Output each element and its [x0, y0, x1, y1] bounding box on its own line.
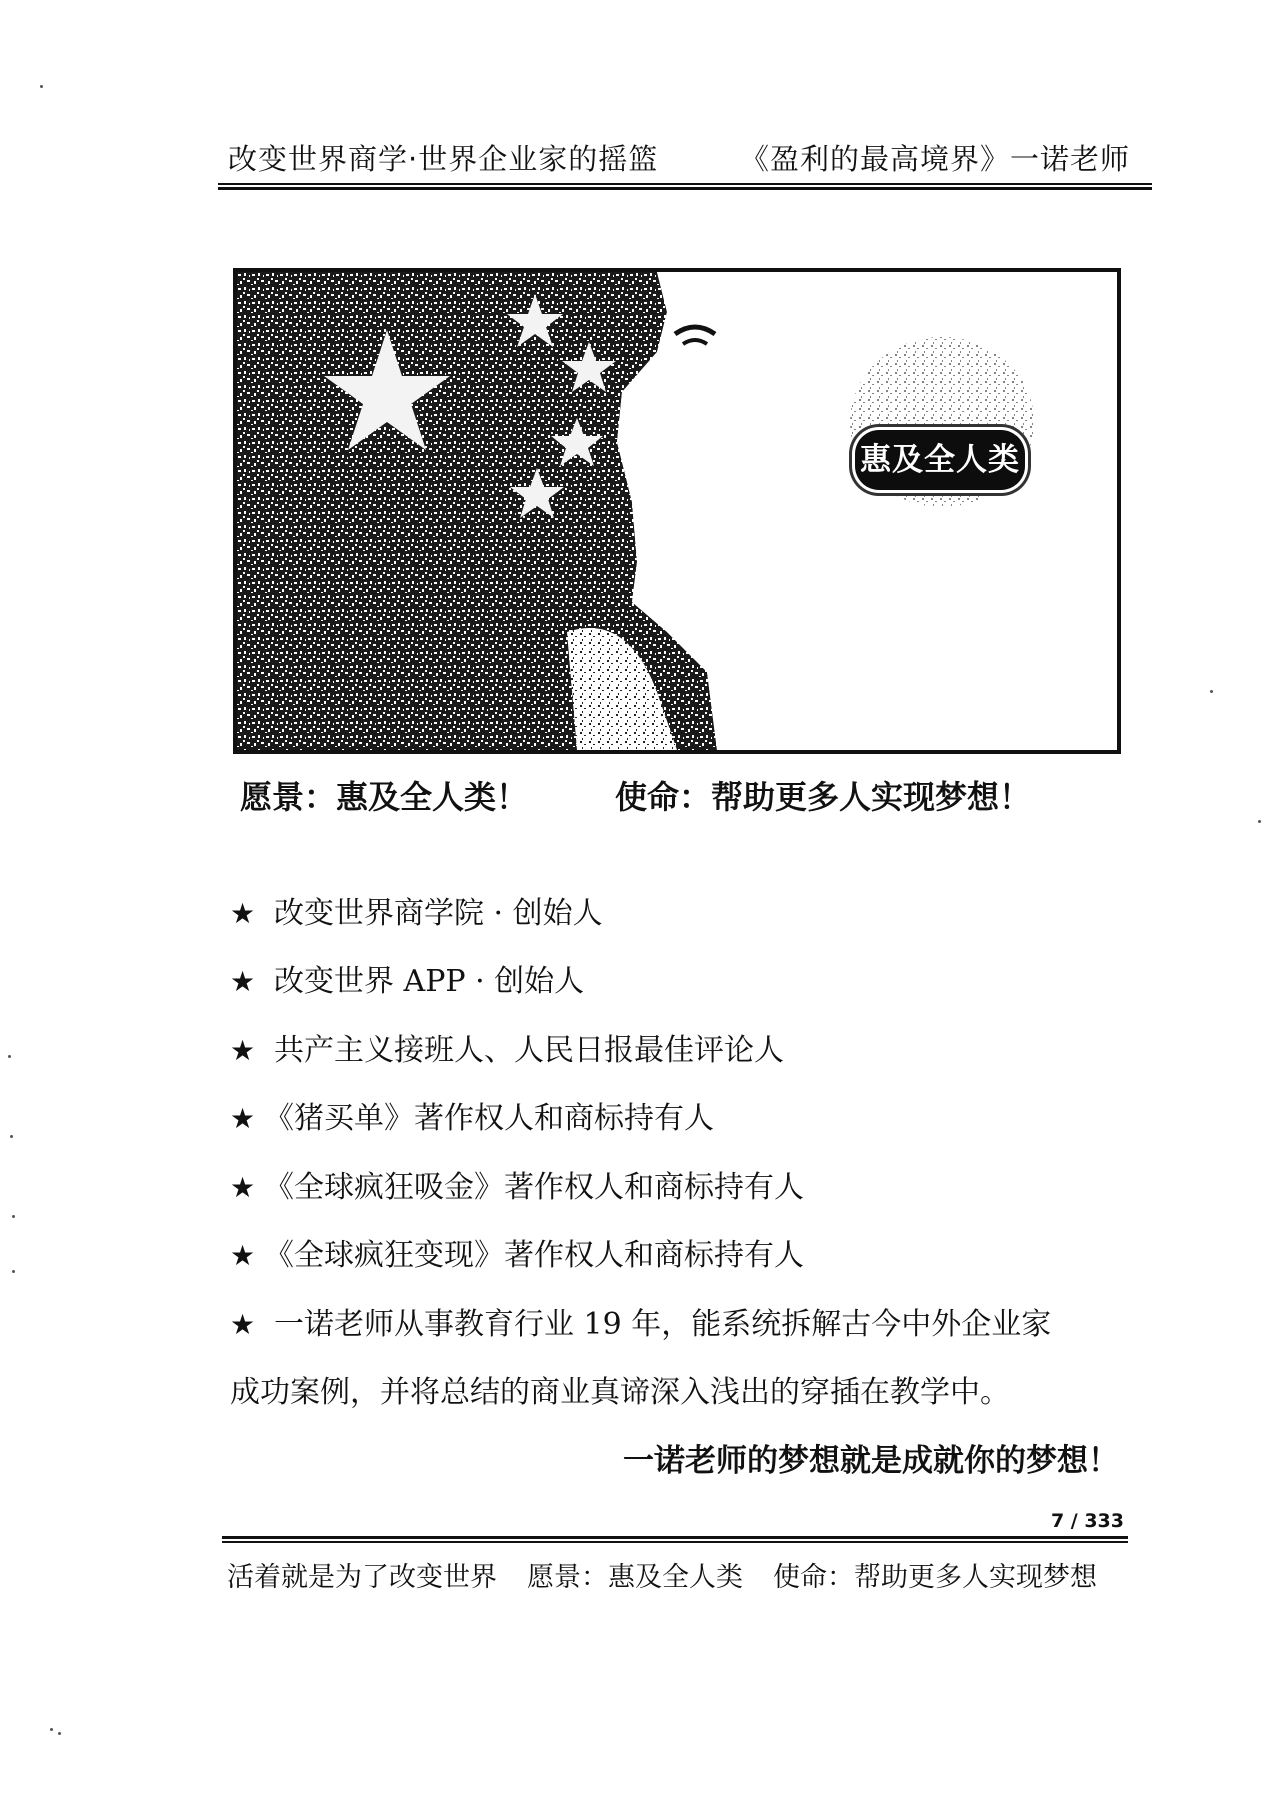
scan-speck — [58, 1732, 61, 1735]
header-right-text: 《盈利的最高境界》一诺老师 — [739, 142, 1130, 176]
list-item-text: 共产主义接班人、人民日报最佳评论人 — [274, 1033, 784, 1068]
banner-image — [233, 268, 1121, 754]
closing-slogan: 一诺老师的梦想就是成就你的梦想！ — [623, 1443, 1119, 1479]
list-item — [230, 956, 584, 1000]
header-left-text: 改变世界商学·世界企业家的摇篮 — [228, 142, 659, 176]
flag-portrait-graphic — [237, 272, 1117, 750]
list-item-text: 《猪买单》著作权人和商标持有人 — [264, 1101, 714, 1136]
star-icon: ★ — [230, 897, 256, 930]
list-item — [230, 1093, 714, 1137]
list-item-text: 《全球疯狂变现》著作权人和商标持有人 — [264, 1238, 804, 1273]
footer-rule — [222, 1536, 1128, 1543]
star-icon: ★ — [230, 1171, 256, 1204]
page-footer — [227, 1555, 1127, 1594]
footer-mission: 使命：帮助更多人实现梦想 — [773, 1562, 1097, 1593]
scan-speck — [10, 1135, 13, 1138]
star-icon: ★ — [230, 1308, 256, 1341]
scan-speck — [1210, 690, 1213, 693]
vision-mission-line — [240, 772, 1120, 822]
list-item-text: 改变世界 APP · 创始人 — [274, 964, 585, 999]
list-item — [230, 1299, 1051, 1343]
vision-text: 愿景：惠及全人类！ — [240, 778, 529, 816]
list-item — [230, 1230, 804, 1274]
scan-speck — [12, 1270, 15, 1273]
banner-logo-badge: 惠及全人类 — [855, 430, 1025, 490]
list-item-text: 一诺老师从事教育行业 19 年，能系统拆解古今中外企业家 — [274, 1307, 1052, 1342]
list-item — [230, 1162, 804, 1206]
scan-speck — [12, 1215, 15, 1218]
list-item — [230, 1025, 784, 1069]
page-header — [218, 135, 1138, 179]
list-item — [230, 888, 603, 932]
header-rule — [218, 183, 1152, 190]
page-number: 7 / 333 — [1050, 1510, 1124, 1532]
scan-speck — [8, 1055, 11, 1058]
footer-vision: 愿景：惠及全人类 — [527, 1562, 743, 1593]
list-item-continuation: 成功案例，并将总结的商业真谛深入浅出的穿插在教学中。 — [230, 1375, 1010, 1410]
scan-speck — [50, 1728, 53, 1731]
star-icon: ★ — [230, 1034, 256, 1067]
scan-speck — [40, 85, 43, 88]
mission-text: 使命：帮助更多人实现梦想！ — [615, 778, 1032, 816]
star-icon: ★ — [230, 1102, 256, 1135]
scan-speck — [1258, 820, 1261, 823]
footer-slogan: 活着就是为了改变世界 — [227, 1562, 497, 1593]
list-item-text: 改变世界商学院 · 创始人 — [274, 896, 603, 931]
star-icon: ★ — [230, 1239, 256, 1272]
list-item-text: 《全球疯狂吸金》著作权人和商标持有人 — [264, 1170, 804, 1205]
star-icon: ★ — [230, 965, 256, 998]
